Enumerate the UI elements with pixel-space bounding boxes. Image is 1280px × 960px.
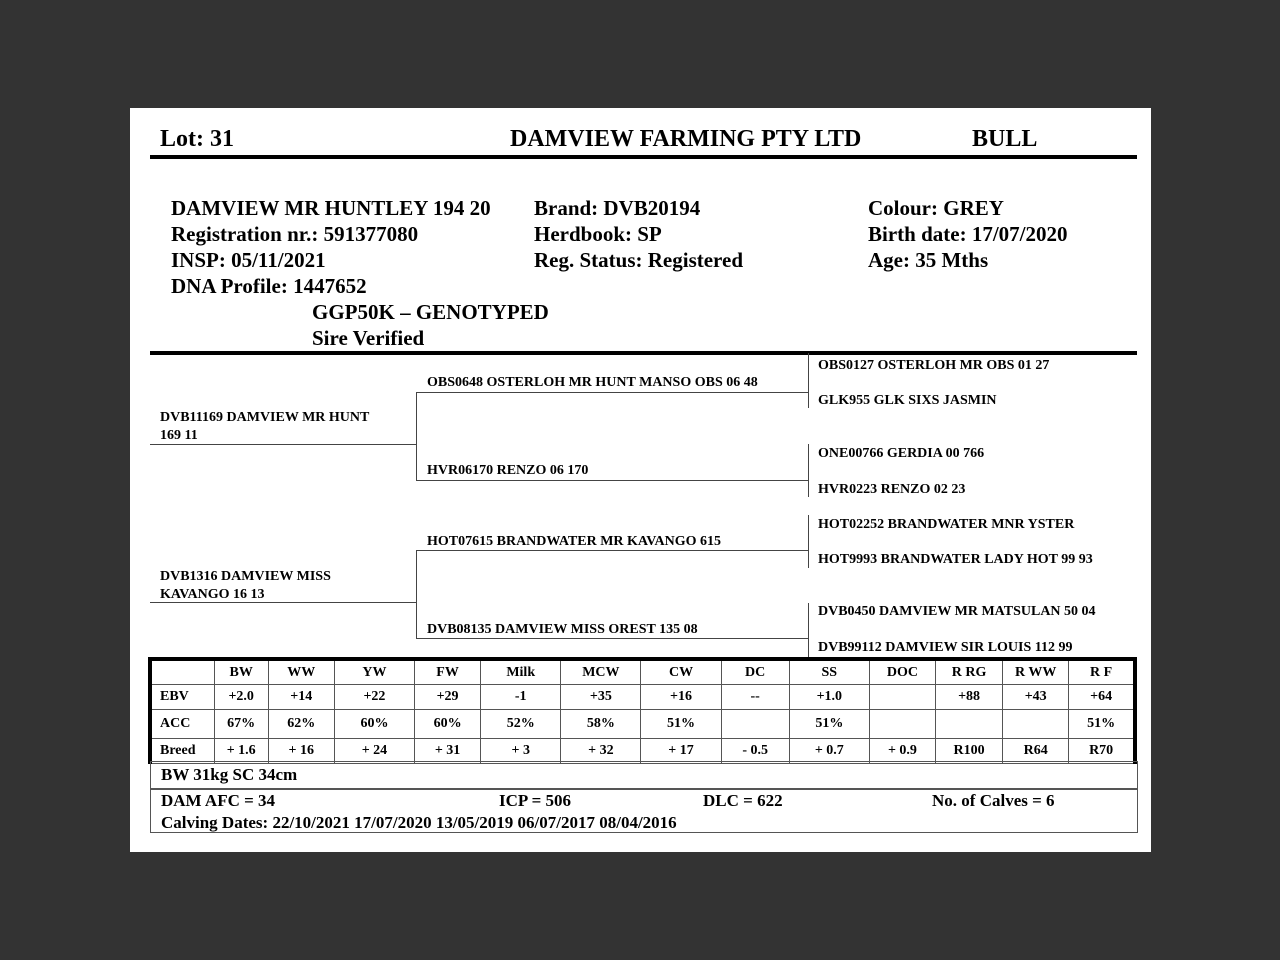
column-header: FW bbox=[415, 659, 481, 685]
pedigree-gen2: HOT07615 BRANDWATER MR KAVANGO 615 bbox=[427, 534, 722, 549]
table-cell: +35 bbox=[561, 685, 641, 710]
table-cell bbox=[869, 710, 935, 739]
age: Age: 35 Mths bbox=[868, 248, 989, 272]
dam-info-box bbox=[150, 788, 1138, 833]
genotyped-status: GGP50K – GENOTYPED bbox=[312, 300, 549, 324]
pedigree-line bbox=[416, 392, 417, 480]
header-divider bbox=[150, 155, 1137, 159]
registration-status: Reg. Status: Registered bbox=[534, 248, 743, 272]
measurements: BW 31kg SC 34cm bbox=[161, 765, 298, 784]
ebv-header-row bbox=[150, 659, 1135, 685]
table-cell: + 3 bbox=[481, 739, 561, 764]
pedigree-gen3: DVB99112 DAMVIEW SIR LOUIS 112 99 bbox=[818, 640, 1073, 655]
table-cell: +14 bbox=[268, 685, 334, 710]
table-cell: + 24 bbox=[334, 739, 414, 764]
number-of-calves: No. of Calves = 6 bbox=[932, 791, 1055, 810]
pedigree-gen2: HVR06170 RENZO 06 170 bbox=[427, 463, 589, 478]
table-row bbox=[150, 739, 1135, 764]
pedigree-gen3: HOT9993 BRANDWATER LADY HOT 99 93 bbox=[818, 552, 1093, 567]
animal-type: BULL bbox=[972, 126, 1038, 152]
table-cell: +2.0 bbox=[214, 685, 268, 710]
table-cell: +1.0 bbox=[789, 685, 869, 710]
dna-profile: DNA Profile: 1447652 bbox=[171, 274, 367, 298]
table-cell: + 32 bbox=[561, 739, 641, 764]
column-header: R WW bbox=[1003, 659, 1069, 685]
pedigree-gen3: GLK955 GLK SIXS JASMIN bbox=[818, 393, 997, 408]
table-cell: 51% bbox=[641, 710, 721, 739]
column-header: SS bbox=[789, 659, 869, 685]
row-label: EBV bbox=[150, 685, 214, 710]
inspection-date: INSP: 05/11/2021 bbox=[171, 248, 326, 272]
table-cell: +43 bbox=[1003, 685, 1069, 710]
pedigree-gen3: OBS0127 OSTERLOH MR OBS 01 27 bbox=[818, 358, 1050, 373]
table-cell: +64 bbox=[1069, 685, 1135, 710]
pedigree-line bbox=[416, 638, 808, 639]
table-cell: 62% bbox=[268, 710, 334, 739]
table-cell: + 16 bbox=[268, 739, 334, 764]
pedigree-line bbox=[416, 550, 417, 638]
pedigree-line bbox=[416, 550, 808, 551]
pedigree-gen3: DVB0450 DAMVIEW MR MATSULAN 50 04 bbox=[818, 604, 1096, 619]
table-cell: 51% bbox=[1069, 710, 1135, 739]
pedigree-gen2: OBS0648 OSTERLOH MR HUNT MANSO OBS 06 48 bbox=[427, 375, 758, 390]
pedigree-line bbox=[416, 392, 808, 393]
table-cell: 60% bbox=[334, 710, 414, 739]
pedigree-line bbox=[808, 603, 809, 657]
table-cell: R64 bbox=[1003, 739, 1069, 764]
lot-number: Lot: 31 bbox=[160, 126, 234, 152]
pedigree-sire: DVB11169 DAMVIEW MR HUNT 169 11 bbox=[160, 410, 370, 443]
ebv-table bbox=[148, 657, 1137, 764]
row-label: Breed bbox=[150, 739, 214, 764]
table-cell: 67% bbox=[214, 710, 268, 739]
dlc: DLC = 622 bbox=[703, 791, 783, 810]
registration-number: Registration nr.: 591377080 bbox=[171, 222, 419, 246]
table-cell: 58% bbox=[561, 710, 641, 739]
pedigree-line bbox=[808, 515, 809, 568]
sire-verified: Sire Verified bbox=[312, 326, 425, 350]
table-cell bbox=[869, 685, 935, 710]
column-header: WW bbox=[268, 659, 334, 685]
animal-name: DAMVIEW MR HUNTLEY 194 20 bbox=[171, 196, 491, 220]
table-cell: 60% bbox=[415, 710, 481, 739]
column-header: R RG bbox=[936, 659, 1003, 685]
colour: Colour: GREY bbox=[868, 196, 1004, 220]
pedigree-dam: DVB1316 DAMVIEW MISS KAVANGO 16 13 bbox=[160, 569, 331, 602]
column-header: CW bbox=[641, 659, 721, 685]
calving-dates: Calving Dates: 22/10/2021 17/07/2020 13/05/2019 06/07/2017 08/04/2016 bbox=[161, 813, 677, 832]
pedigree-gen3: HOT02252 BRANDWATER MNR YSTER bbox=[818, 517, 1075, 532]
column-header: YW bbox=[334, 659, 414, 685]
table-cell: R100 bbox=[936, 739, 1003, 764]
column-header: DOC bbox=[869, 659, 935, 685]
table-cell: -1 bbox=[481, 685, 561, 710]
column-header: R F bbox=[1069, 659, 1135, 685]
brand: Brand: DVB20194 bbox=[534, 196, 701, 220]
table-cell: + 0.7 bbox=[789, 739, 869, 764]
table-cell: R70 bbox=[1069, 739, 1135, 764]
table-cell: -- bbox=[721, 685, 789, 710]
table-cell: + 17 bbox=[641, 739, 721, 764]
pedigree-line bbox=[150, 602, 416, 603]
column-header: MCW bbox=[561, 659, 641, 685]
birth-date: Birth date: 17/07/2020 bbox=[868, 222, 1068, 246]
table-cell: 51% bbox=[789, 710, 869, 739]
column-header bbox=[150, 659, 214, 685]
dam-afc: DAM AFC = 34 bbox=[161, 791, 276, 810]
table-cell: +88 bbox=[936, 685, 1003, 710]
table-cell: +22 bbox=[334, 685, 414, 710]
table-cell: + 31 bbox=[415, 739, 481, 764]
pedigree-gen2: DVB08135 DAMVIEW MISS OREST 135 08 bbox=[427, 622, 698, 637]
herdbook: Herdbook: SP bbox=[534, 222, 662, 246]
table-cell: +16 bbox=[641, 685, 721, 710]
column-header: BW bbox=[214, 659, 268, 685]
pedigree-divider bbox=[150, 351, 1137, 355]
pedigree-gen3: HVR0223 RENZO 02 23 bbox=[818, 482, 966, 497]
column-header: DC bbox=[721, 659, 789, 685]
pedigree-line bbox=[808, 444, 809, 497]
pedigree-line bbox=[416, 480, 808, 481]
pedigree-line bbox=[150, 444, 416, 445]
column-header: Milk bbox=[481, 659, 561, 685]
table-cell: 52% bbox=[481, 710, 561, 739]
icp: ICP = 506 bbox=[499, 791, 572, 810]
table-cell: - 0.5 bbox=[721, 739, 789, 764]
table-cell bbox=[721, 710, 789, 739]
farm-name: DAMVIEW FARMING PTY LTD bbox=[510, 126, 862, 152]
table-row bbox=[150, 710, 1135, 739]
table-row bbox=[150, 685, 1135, 710]
table-cell bbox=[1003, 710, 1069, 739]
measurements-box bbox=[150, 761, 1138, 790]
table-cell: + 0.9 bbox=[869, 739, 935, 764]
table-cell bbox=[936, 710, 1003, 739]
pedigree-line bbox=[808, 353, 809, 408]
pedigree-gen3: ONE00766 GERDIA 00 766 bbox=[818, 446, 985, 461]
table-cell: + 1.6 bbox=[214, 739, 268, 764]
row-label: ACC bbox=[150, 710, 214, 739]
table-cell: +29 bbox=[415, 685, 481, 710]
